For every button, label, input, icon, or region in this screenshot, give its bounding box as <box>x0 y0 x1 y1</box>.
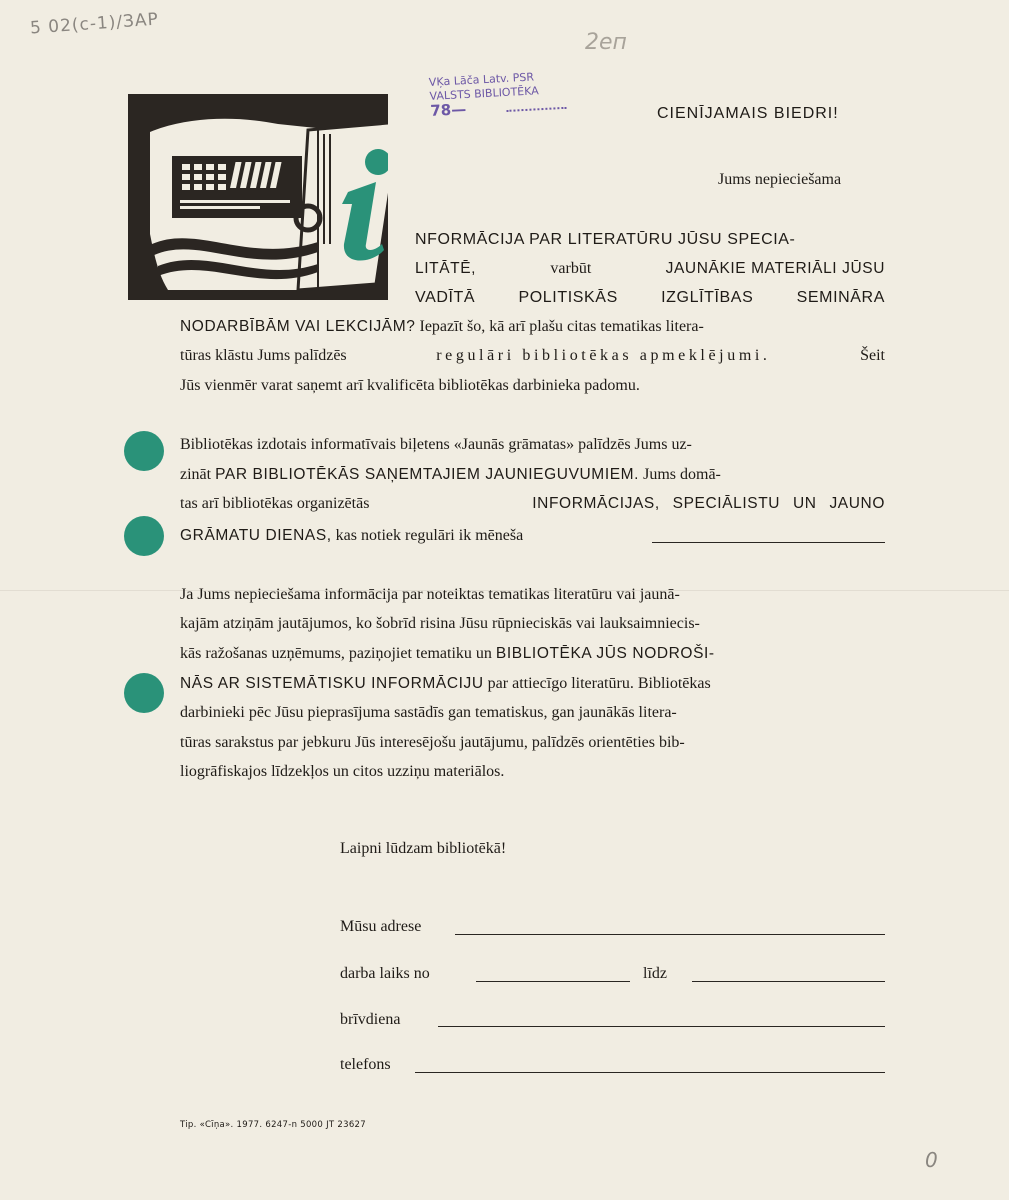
p1-line-2a: LITĀTĒ, <box>415 260 477 277</box>
library-stamp <box>429 68 582 136</box>
green-bullet-icon <box>124 673 164 713</box>
hours-from-blank-line <box>476 981 630 982</box>
p1-line-4 <box>180 318 704 336</box>
green-bullet-icon <box>124 516 164 556</box>
p3-line-6: tūras sarakstus par jebkuru Jūs interesējošu jautājumu, palīdzēs orientēties bib- <box>180 734 685 751</box>
p3-line-2: kajām atziņām jautājumos, ko šobrīd risina Jūsu rūpnieciskās vai lauksaimniecis- <box>180 615 700 632</box>
p1-line-4a: NODARBĪBĀM VAI LEKCIJĀM? <box>180 318 416 335</box>
p2-line-4b: kas notiek regulāri ik mēneša <box>335 527 524 544</box>
p2-line-4 <box>180 527 523 545</box>
p3-line-3b: BIBLIOTĒKA JŪS NODROŠI- <box>495 645 715 662</box>
stamp-number: 78— <box>429 100 467 120</box>
p1-line-5b: regulāri bibliotēkas apmeklējumi. <box>436 347 771 364</box>
p1-line-5a: tūras klāstu Jums palīdzēs <box>180 347 347 364</box>
p2-line-3b: INFORMĀCIJAS, SPECIĀLISTU UN JAUNO <box>532 495 885 512</box>
p3-line-5: darbinieki pēc Jūsu pieprasījuma sastādīs gan tematiskus, gan jaunākās litera- <box>180 704 677 721</box>
p2-line-4a: GRĀMATU DIENAS, <box>180 527 332 544</box>
information-logo-icon <box>128 94 388 300</box>
p2-line-1: Bibliotēkas izdotais informatīvais biļetens «Jaunās grāmatas» palīdzēs Jums uz- <box>180 436 692 453</box>
p1-line-6: Jūs vienmēr varat saņemt arī kvalificēta bibliotēkas darbinieka padomu. <box>180 377 640 394</box>
p2-line-3 <box>180 495 885 513</box>
hours-until-label: līdz <box>643 965 667 982</box>
address-blank-line <box>455 934 885 935</box>
address-label: Mūsu adrese <box>340 918 422 935</box>
handwritten-page-mark: 0 <box>925 1148 938 1172</box>
stamp-dotted-line <box>506 107 566 112</box>
p3-line-4a: NĀS AR SISTEMĀTISKU INFORMĀCIJU <box>180 675 484 692</box>
stamp-line-2: VALSTS BIBLIOTĒKA <box>429 84 540 103</box>
p1-line-2b: varbūt <box>550 260 592 277</box>
greeting-heading: CIENĪJAMAIS BIEDRI! <box>657 105 839 122</box>
intro-text: Jums nepieciešama <box>718 171 842 188</box>
p2-line-2a: zināt <box>180 466 212 483</box>
p2-line-2b: PAR BIBLIOTĒKĀS SAŅEMTAJIEM JAUNIEGUVUMIEM. <box>215 466 640 483</box>
p1-line-5c: Šeit <box>860 347 885 364</box>
green-bullet-icon <box>124 431 164 471</box>
p2-line-2 <box>180 466 721 484</box>
dayoff-label: brīvdiena <box>340 1011 401 1028</box>
p1-line-5 <box>180 347 885 365</box>
p3-line-3 <box>180 645 715 663</box>
p2-line-3a: tas arī bibliotēkas organizētās <box>180 495 370 512</box>
p3-line-1: Ja Jums nepieciešama informācija par noteiktas tematikas literatūru vai jaunā- <box>180 586 680 603</box>
hours-from-label: darba laiks no <box>340 965 430 982</box>
month-blank-line <box>652 542 885 543</box>
handwritten-code: 5 02(с-1)/ЗАР <box>29 9 160 39</box>
dayoff-blank-line <box>438 1026 885 1027</box>
phone-blank-line <box>415 1072 885 1073</box>
p1-line-3: VADĪTĀ POLITISKĀS IZGLĪTĪBAS SEMINĀRA <box>415 289 885 306</box>
p3-line-4b: par attiecīgo literatūru. Bibliotēkas <box>487 675 711 692</box>
p1-line-2c: JAUNĀKIE MATERIĀLI JŪSU <box>665 260 885 277</box>
p3-line-7: liogrāfiskajos līdzekļos un citos uzziņu materiālos. <box>180 763 505 780</box>
p3-line-4 <box>180 675 711 693</box>
phone-label: telefons <box>340 1056 391 1073</box>
p3-line-3a: kās ražošanas uzņēmums, paziņojiet tematiku un <box>180 645 492 662</box>
stamp-line-1: VĶa Lāča Latv. PSR <box>428 70 535 89</box>
p1-line-1: NFORMĀCIJA PAR LITERATŪRU JŪSU SPECIA- <box>415 231 796 248</box>
welcome-text: Laipni lūdzam bibliotēkā! <box>340 840 507 857</box>
printer-imprint: Tip. «Cīņa». 1977. 6247-n 5000 JT 23627 <box>180 1120 366 1130</box>
hours-until-blank-line <box>692 981 885 982</box>
p1-line-2 <box>415 260 885 278</box>
p2-line-2c: Jums domā- <box>643 466 721 483</box>
p1-line-4b: Iepazīt šo, kā arī plašu citas tematikas litera- <box>419 318 704 335</box>
handwritten-note: 2еп <box>585 30 627 55</box>
